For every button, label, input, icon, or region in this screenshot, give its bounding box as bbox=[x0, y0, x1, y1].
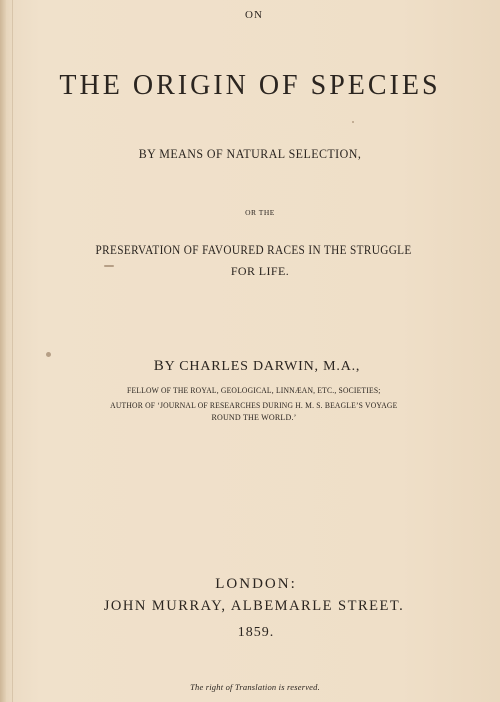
author-credentials-line-2: AUTHOR OF ‘JOURNAL OF RESEARCHES DURING H. M. S. BEAGLE’S VOYAGE bbox=[110, 401, 398, 410]
page-fold-line bbox=[12, 0, 13, 702]
alternate-title-line-1: PRESERVATION OF FAVOURED RACES IN THE STRUGGLE bbox=[95, 243, 412, 257]
foxing-speck bbox=[352, 121, 354, 123]
author-credentials-line-1: FELLOW OF THE ROYAL, GEOLOGICAL, LINNÆAN, ETC., SOCIETIES; bbox=[127, 386, 381, 395]
rights-notice: The right of Translation is reserved. bbox=[190, 682, 320, 692]
book-title: THE ORIGIN OF SPECIES bbox=[59, 70, 441, 101]
foxing-speck bbox=[104, 265, 114, 267]
imprint-year: 1859. bbox=[237, 625, 275, 640]
author-by-initial: B bbox=[153, 358, 165, 374]
book-subtitle: BY MEANS OF NATURAL SELECTION, bbox=[138, 146, 362, 161]
author-name: Y CHARLES DARWIN, M.A., bbox=[164, 359, 361, 374]
imprint-publisher: JOHN MURRAY, ALBEMARLE STREET. bbox=[103, 598, 405, 614]
alternate-title-line-2: FOR LIFE. bbox=[230, 264, 290, 278]
imprint-city: LONDON: bbox=[215, 576, 297, 592]
foxing-speck bbox=[46, 352, 51, 357]
author-line bbox=[0, 358, 500, 375]
or-the-connector: OR THE bbox=[245, 208, 275, 217]
author-credentials-line-3: ROUND THE WORLD.’ bbox=[211, 413, 297, 422]
on-heading: ON bbox=[245, 9, 263, 21]
page-edge bbox=[0, 0, 6, 702]
